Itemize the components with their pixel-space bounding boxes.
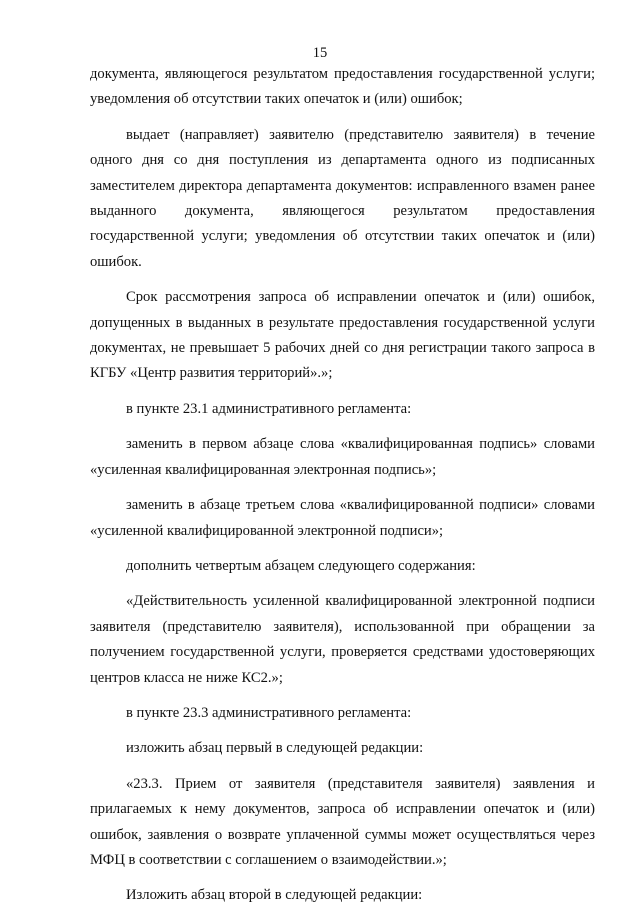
paragraph-continuation: документа, являющегося результатом предоставления государственной услуги; уведомления об отсутствии таких опечаток и (или) ошибок; [90,66,595,108]
paragraph-23-3-text: «23.3. Прием от заявителя (представителя заявителя) заявления и прилагаемых к нему документов, запроса об исправлении опечаток и (или) ошибок, заявления о возврате уплаченной суммы может осуществляться через МФЦ в соответствии с соглашением о взаимодействии.»; [90,775,595,868]
paragraph-review-period: Срок рассмотрения запроса об исправлении опечаток и (или) ошибок, допущенных в выданных в результате предоставления государственной услуги документах, не превышает 5 рабочих дней со дня регистрации такого запроса в КГБУ «Центр развития территорий».»; [90,289,595,382]
paragraph-issue-notice: выдает (направляет) заявителю (представителю заявителя) в течение одного дня со дня поступления из департамента одного из подписанных заместителем директора департамента документов: исправленного взамен ранее выданного документа, являющегося результатом предоставления государственной услуги; уведомления об отсутствии таких опечаток и (или) ошибок. [90,126,595,270]
paragraph-first-edition: изложить абзац первый в следующей редакции: [126,740,424,757]
paragraph-second-edition: Изложить абзац второй в следующей редакции: [126,887,423,904]
paragraph-replace-third: заменить в абзаце третьем слова «квалифицированной подписи» словами «усиленной квалифицированной электронной подписи»; [90,497,595,539]
paragraph-clause-23-1: в пункте 23.1 административного регламента: [126,400,412,417]
paragraph-clause-23-3: в пункте 23.3 административного регламента: [126,704,412,721]
paragraph-signature-validity: «Действительность усиленной квалифицированной электронной подписи заявителя (представителю заявителя), использованной при обращении за получением государственной услуги, проверяется средствами удостоверяющих центров класса не ниже КС2.»; [90,593,595,686]
document-body [90,62,595,909]
page-number: 15 [312,45,328,61]
paragraph-replace-first: заменить в первом абзаце слова «квалифицированная подпись» словами «усиленная квалифицированная электронная подпись»; [90,436,595,478]
paragraph-add-fourth: дополнить четвертым абзацем следующего содержания: [126,557,476,574]
